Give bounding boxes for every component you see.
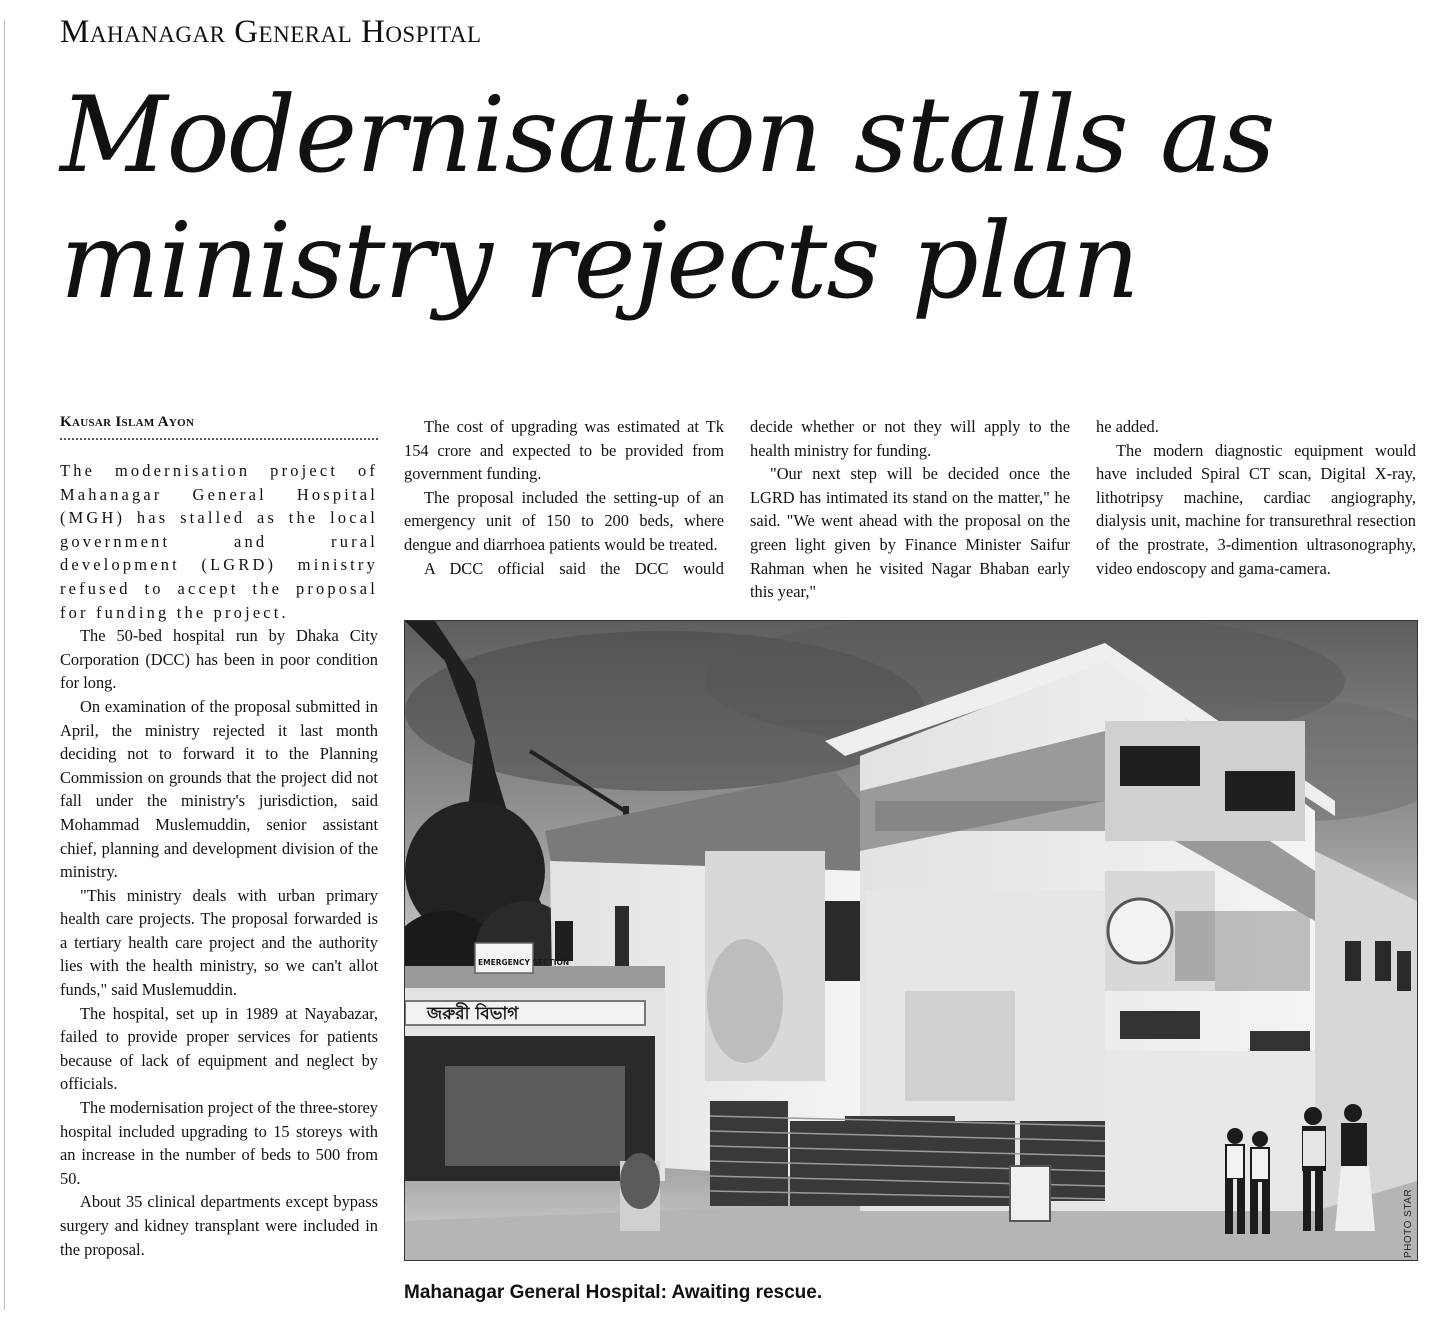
- paragraph: On examination of the proposal submitted in April, the ministry rejected it last month deciding not to forward it to the Planning Commission on grounds that the project did not fall under the ministry's jurisdiction, said Mohammad Muslemuddin, senior assistant chief, planning and development division of the ministry.: [60, 696, 378, 882]
- paragraph: The modernisation project of Mahanagar General Hospital (MGH) has stalled as the local government and rural development (LGRD) ministry refused to accept the proposal for funding the project.: [60, 461, 378, 622]
- paragraph: About 35 clinical departments except bypass surgery and kidney transplant were included in the proposal.: [60, 1192, 378, 1259]
- paragraph: The modern diagnostic equipment would have included Spiral CT scan, Digital X-ray, lithotripsy machine, cardiac angiography, dialysis unit, machine for transurethral resection of the prostrate, 3-dimention ultrasonography, video endoscopy and gama-camera.: [1096, 440, 1416, 578]
- headline-line-2: ministry rejects plan: [60, 200, 1139, 322]
- byline: Kausar Islam Ayon: [60, 414, 195, 430]
- emergency-sign-bangla: জরুরী বিভাগ: [427, 1004, 519, 1024]
- paragraph: "Our next step will be decided once the LGRD has intimated its stand on the matter," he said. "We went ahead with the proposal on the green light given by Finance Minister Saifur Rahman when he visited Nagar Bhaban early this year,": [750, 464, 1070, 602]
- photo-credit: PHOTO STAR: [1403, 1188, 1414, 1258]
- article-column-2: [404, 415, 724, 580]
- paragraph: A DCC official said the DCC would: [424, 558, 724, 578]
- headline-line-1: Modernisation stalls as: [60, 74, 1275, 196]
- byline-divider: [60, 438, 378, 440]
- article-column-4: [1096, 415, 1416, 580]
- photo-caption: Mahanagar General Hospital: Awaiting rescue.: [404, 1282, 823, 1303]
- paragraph: he added.: [1096, 417, 1159, 436]
- paragraph: decide whether or not they will apply to the health ministry for funding.: [750, 417, 1070, 460]
- article-column-1: [60, 459, 378, 1261]
- section-kicker: Mahanagar General Hospital: [60, 14, 482, 50]
- paragraph: The 50-bed hospital run by Dhaka City Corporation (DCC) has been in poor condition for long.: [60, 626, 378, 693]
- article-column-3: [750, 415, 1070, 604]
- paragraph: "This ministry deals with urban primary health care projects. The proposal forwarded is a tertiary health care project and the authority lies with the health ministry, so we can't allot funds," said Muslemuddin.: [60, 885, 378, 1000]
- paragraph: The hospital, set up in 1989 at Nayabazar, failed to provide proper services for patients because of lack of equipment and neglect by officials.: [60, 1003, 378, 1094]
- headline: [60, 72, 1430, 324]
- column-rule: [4, 20, 5, 1310]
- hospital-photo: [404, 620, 1418, 1261]
- paragraph: The modernisation project of the three-storey hospital included upgrading to 15 storeys with an increase in the number of beds to 500 from 50.: [60, 1098, 378, 1188]
- emergency-sign-english: EMERGENCY SECTION: [478, 958, 570, 967]
- paragraph: The proposal included the setting-up of an emergency unit of 150 to 200 beds, where dengue and diarrhoea patients would be treated.: [404, 487, 724, 554]
- paragraph: The cost of upgrading was estimated at Tk 154 crore and expected to be provided from government funding.: [404, 417, 724, 484]
